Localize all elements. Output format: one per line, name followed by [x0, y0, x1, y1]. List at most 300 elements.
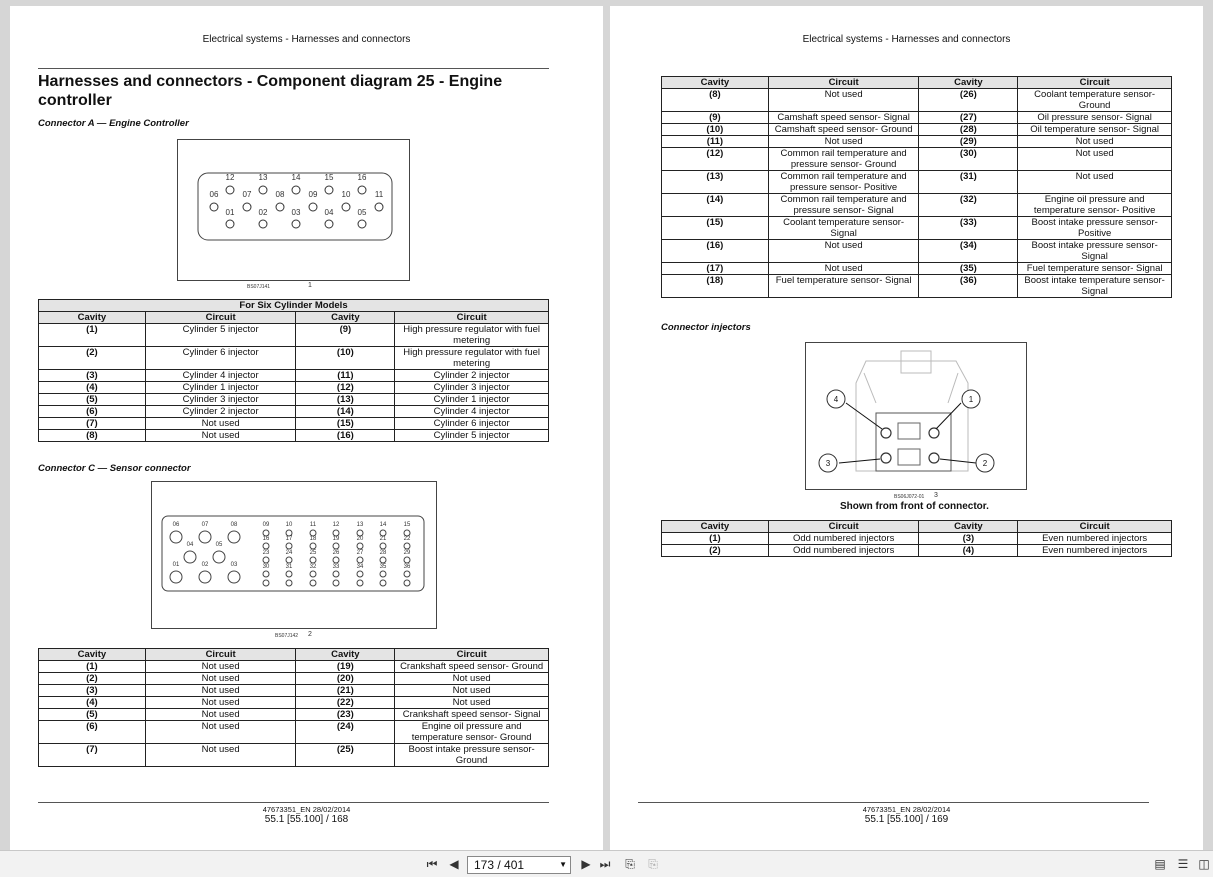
circuit-cell: Coolant temperature sensor- Signal: [768, 217, 919, 240]
circuit-cell: Not used: [145, 744, 296, 767]
pin-label: 15: [324, 173, 334, 182]
pin-label: 05: [357, 208, 367, 217]
pin-hole: [292, 220, 300, 228]
circuit-cell: Crankshaft speed sensor- Signal: [395, 709, 549, 721]
cavity-cell: (27): [919, 112, 1018, 124]
table-caption: For Six Cylinder Models: [39, 300, 549, 312]
table-row: [662, 263, 1172, 275]
circuit-cell: Fuel temperature sensor- Signal: [768, 275, 919, 298]
single-page-icon[interactable]: ▤: [1154, 857, 1166, 871]
pin-label: 25: [309, 550, 317, 556]
col-header: Circuit: [1018, 77, 1172, 89]
table-row: [662, 194, 1172, 217]
left-page: [10, 6, 603, 850]
pin-hole: [380, 580, 386, 586]
table-row: [39, 406, 549, 418]
table-row: [662, 148, 1172, 171]
cavity-cell: (5): [39, 709, 146, 721]
circuit-cell: Not used: [768, 89, 919, 112]
back-view-icon[interactable]: ⎘: [625, 857, 635, 871]
pin-label: 27: [356, 550, 364, 556]
circuit-cell: Odd numbered injectors: [768, 545, 919, 557]
cavity-cell: (12): [296, 382, 395, 394]
pin-label: 34: [356, 564, 364, 570]
pin-label: 23: [262, 550, 270, 556]
pin-hole: [228, 571, 240, 583]
table-row: [662, 275, 1172, 298]
pin-hole: [380, 557, 386, 563]
table-row: [39, 430, 549, 442]
six-cylinder-table: [38, 299, 549, 442]
circuit-cell: Not used: [145, 709, 296, 721]
cavity-cell: (14): [662, 194, 769, 217]
pin-hole: [333, 571, 339, 577]
pin-label: 12: [332, 522, 340, 528]
cavity-cell: (2): [662, 545, 769, 557]
table-row: [39, 709, 549, 721]
table-row: [39, 744, 549, 767]
cavity-cell: (5): [39, 394, 146, 406]
cavity-cell: (9): [662, 112, 769, 124]
pin-label: 20: [356, 536, 364, 542]
running-head: Electrical systems - Harnesses and connectors: [802, 34, 1011, 45]
connector-c-drawing: [152, 482, 436, 628]
pin-label: 02: [201, 562, 209, 568]
pin-hole: [226, 186, 234, 194]
cavity-cell: (2): [39, 347, 146, 370]
cavity-cell: (9): [296, 324, 395, 347]
cavity-cell: (16): [296, 430, 395, 442]
pin-hole: [357, 571, 363, 577]
circuit-cell: Common rail temperature and pressure sensor- Ground: [768, 148, 919, 171]
figure3-caption: Shown from front of connector.: [840, 501, 989, 512]
circuit-cell: Cylinder 6 injector: [395, 418, 549, 430]
col-header: Cavity: [919, 521, 1018, 533]
pin-hole: [286, 557, 292, 563]
pin-label: 07: [242, 190, 252, 199]
chevron-down-icon[interactable]: ▼: [559, 860, 567, 869]
cavity-cell: (3): [919, 533, 1018, 545]
col-header: Circuit: [145, 649, 296, 661]
cavity-cell: (16): [662, 240, 769, 263]
pin-label: 11: [309, 522, 317, 528]
cavity-cell: (24): [296, 721, 395, 744]
page-indicator: 173 / 401: [474, 858, 525, 872]
cavity-cell: (3): [39, 685, 146, 697]
pin-hole: [228, 531, 240, 543]
right-page: [610, 6, 1203, 850]
pin-label: 07: [201, 522, 209, 528]
col-header: Circuit: [768, 521, 919, 533]
pin-hole: [310, 557, 316, 563]
pin-hole: [292, 186, 300, 194]
figure3-number: 3: [934, 492, 938, 499]
cavity-cell: (20): [296, 673, 395, 685]
cavity-cell: (1): [39, 324, 146, 347]
pin-label: 36: [403, 564, 411, 570]
cavity-cell: (4): [919, 545, 1018, 557]
connector-injectors-label: Connector injectors: [661, 322, 751, 333]
pin-hole: [310, 543, 316, 549]
pin-hole: [357, 557, 363, 563]
col-header: Cavity: [662, 521, 769, 533]
pin-hole: [259, 186, 267, 194]
circuit-cell: Engine oil pressure and temperature sensor- Positive: [1018, 194, 1172, 217]
circuit-cell: Cylinder 6 injector: [145, 347, 296, 370]
pin-hole: [263, 571, 269, 577]
pin-label: 32: [309, 564, 317, 570]
table-row: [39, 418, 549, 430]
pin-hole: [375, 203, 383, 211]
circuit-cell: Even numbered injectors: [1018, 533, 1172, 545]
pin-label: 08: [230, 522, 238, 528]
pin-hole: [310, 571, 316, 577]
cavity-cell: (11): [662, 136, 769, 148]
cavity-cell: (4): [39, 697, 146, 709]
pin-label: 29: [403, 550, 411, 556]
pin-label: 10: [285, 522, 293, 528]
callout-2-label: 2: [982, 459, 988, 468]
cavity-cell: (29): [919, 136, 1018, 148]
continuous-icon[interactable]: ☰: [1177, 857, 1189, 871]
injector-connector-figure: [805, 342, 1027, 490]
circuit-cell: Not used: [145, 661, 296, 673]
table-row: [662, 533, 1172, 545]
pin-label: 09: [308, 190, 318, 199]
cavity-cell: (14): [296, 406, 395, 418]
pin-label: 14: [291, 173, 301, 182]
col-header: Cavity: [296, 649, 395, 661]
table-row: [39, 673, 549, 685]
col-header: Cavity: [39, 649, 146, 661]
footer-rule: [38, 802, 549, 803]
footer-page: 55.1 [55.100] / 169: [864, 814, 949, 825]
injector-table: [661, 520, 1172, 557]
pin-hole: [263, 580, 269, 586]
table-row: [39, 347, 549, 370]
pin-hole: [404, 580, 410, 586]
table-row: [39, 370, 549, 382]
pin-hole: [286, 580, 292, 586]
forward-view-icon[interactable]: ⎘: [648, 857, 658, 871]
cavity-cell: (30): [919, 148, 1018, 171]
circuit-cell: Cylinder 2 injector: [395, 370, 549, 382]
cavity-cell: (28): [919, 124, 1018, 136]
pin-hole: [357, 543, 363, 549]
cavity-cell: (7): [39, 418, 146, 430]
table-row: [39, 697, 549, 709]
connector-c-figure: [151, 481, 437, 629]
pin-hole: [325, 220, 333, 228]
col-header: Cavity: [39, 312, 146, 324]
cavity-cell: (19): [296, 661, 395, 673]
footer-page: 55.1 [55.100] / 168: [264, 814, 349, 825]
cavity-cell: (7): [39, 744, 146, 767]
sensor-table-2: [661, 76, 1172, 298]
connector-a-drawing: [178, 140, 409, 280]
circuit-cell: Cylinder 3 injector: [395, 382, 549, 394]
circuit-cell: Odd numbered injectors: [768, 533, 919, 545]
circuit-cell: Cylinder 4 injector: [395, 406, 549, 418]
circuit-cell: Cylinder 2 injector: [145, 406, 296, 418]
figure1-number: 1: [308, 282, 312, 289]
circuit-cell: Not used: [768, 240, 919, 263]
pin-label: 11: [374, 190, 384, 199]
circuit-cell: Oil temperature sensor- Signal: [1018, 124, 1172, 136]
circuit-cell: Cylinder 5 injector: [395, 430, 549, 442]
pin-label: 24: [285, 550, 293, 556]
next-page-icon[interactable]: ▶: [581, 857, 591, 871]
pin-label: 02: [258, 208, 268, 217]
cavity-cell: (22): [296, 697, 395, 709]
cavity-cell: (10): [662, 124, 769, 136]
pin-label: 03: [230, 562, 238, 568]
pin-hole: [184, 551, 196, 563]
sensor-table-1: [38, 648, 549, 767]
pin-hole: [358, 220, 366, 228]
circuit-cell: Boost intake pressure sensor- Signal: [1018, 240, 1172, 263]
cavity-cell: (8): [39, 430, 146, 442]
pin-label: 16: [357, 173, 367, 182]
circuit-cell: High pressure regulator with fuel metering: [395, 347, 549, 370]
cavity-cell: (3): [39, 370, 146, 382]
cavity-cell: (23): [296, 709, 395, 721]
figure2-code: BS07J142: [275, 633, 299, 639]
cavity-cell: (2): [39, 673, 146, 685]
cavity-cell: (36): [919, 275, 1018, 298]
pin-hole: [404, 543, 410, 549]
circuit-cell: Cylinder 1 injector: [145, 382, 296, 394]
pin-hole: [404, 557, 410, 563]
circuit-cell: Cylinder 5 injector: [145, 324, 296, 347]
circuit-cell: Cylinder 1 injector: [395, 394, 549, 406]
circuit-cell: Not used: [1018, 136, 1172, 148]
pin-hole: [170, 531, 182, 543]
pin-hole: [404, 571, 410, 577]
col-header: Circuit: [1018, 521, 1172, 533]
cavity-cell: (31): [919, 171, 1018, 194]
running-head: Electrical systems - Harnesses and connectors: [202, 34, 411, 45]
pin-hole: [310, 580, 316, 586]
pin-label: 33: [332, 564, 340, 570]
circuit-cell: High pressure regulator with fuel metering: [395, 324, 549, 347]
pin-hole: [263, 543, 269, 549]
circuit-cell: Not used: [395, 685, 549, 697]
pin-label: 17: [285, 536, 293, 542]
pin-label: 30: [262, 564, 270, 570]
connector-a-figure: [177, 139, 410, 281]
pin-hole: [210, 203, 218, 211]
pin-label: 01: [225, 208, 235, 217]
circuit-cell: Not used: [395, 697, 549, 709]
cavity-cell: (4): [39, 382, 146, 394]
table-row: [662, 171, 1172, 194]
footer-doc: 47673351_EN 28/02/2014: [262, 805, 351, 814]
two-page-icon[interactable]: ◫: [1198, 857, 1210, 871]
circuit-cell: Boost intake temperature sensor- Signal: [1018, 275, 1172, 298]
pin-hole: [199, 531, 211, 543]
cavity-cell: (32): [919, 194, 1018, 217]
pin-label: 18: [309, 536, 317, 542]
page-number-input[interactable]: [467, 856, 571, 874]
col-header: Cavity: [296, 312, 395, 324]
figure2-number: 2: [308, 631, 312, 638]
table-row: [39, 685, 549, 697]
table-row: [662, 89, 1172, 112]
table-row: [662, 112, 1172, 124]
pin-label: 19: [332, 536, 340, 542]
pdf-toolbar: [0, 850, 1213, 877]
circuit-cell: Not used: [1018, 148, 1172, 171]
pin-hole: [170, 571, 182, 583]
table-row: [662, 124, 1172, 136]
table-row: [662, 240, 1172, 263]
pin-label: 09: [262, 522, 270, 528]
pin-label: 05: [215, 542, 223, 548]
circuit-cell: Not used: [145, 685, 296, 697]
cavity-cell: (11): [296, 370, 395, 382]
table-row: [662, 136, 1172, 148]
col-header: Circuit: [768, 77, 919, 89]
cavity-cell: (12): [662, 148, 769, 171]
cavity-cell: (6): [39, 406, 146, 418]
col-header: Circuit: [145, 312, 296, 324]
pin-hole: [243, 203, 251, 211]
cavity-cell: (15): [662, 217, 769, 240]
cavity-cell: (6): [39, 721, 146, 744]
pin-hole: [213, 551, 225, 563]
col-header: Circuit: [395, 649, 549, 661]
cavity-cell: (18): [662, 275, 769, 298]
pin-hole: [342, 203, 350, 211]
pin-label: 31: [285, 564, 293, 570]
pin-label: 21: [379, 536, 387, 542]
table-row: [39, 324, 549, 347]
footer-rule: [638, 802, 1149, 803]
pin-hole: [259, 220, 267, 228]
pin-hole: [333, 557, 339, 563]
cavity-cell: (25): [296, 744, 395, 767]
pin-hole: [286, 571, 292, 577]
cavity-cell: (15): [296, 418, 395, 430]
circuit-cell: Engine oil pressure and temperature sensor- Ground: [395, 721, 549, 744]
circuit-cell: Cylinder 4 injector: [145, 370, 296, 382]
col-header: Cavity: [919, 77, 1018, 89]
cavity-cell: (10): [296, 347, 395, 370]
pin-hole: [286, 543, 292, 549]
table-row: [662, 545, 1172, 557]
pin-hole: [276, 203, 284, 211]
col-header: Cavity: [662, 77, 769, 89]
last-page-icon[interactable]: ⏭: [599, 857, 611, 871]
pin-hole: [333, 580, 339, 586]
circuit-cell: Common rail temperature and pressure sensor- Signal: [768, 194, 919, 217]
pin-hole: [357, 580, 363, 586]
pin-hole: [309, 203, 317, 211]
callout-4-label: 4: [833, 395, 839, 404]
pin-hole: [358, 186, 366, 194]
pin-label: 26: [332, 550, 340, 556]
circuit-cell: Not used: [145, 673, 296, 685]
circuit-cell: Crankshaft speed sensor- Ground: [395, 661, 549, 673]
circuit-cell: Not used: [1018, 171, 1172, 194]
circuit-cell: Not used: [395, 673, 549, 685]
figure1-code: BS07J141: [247, 284, 271, 290]
pin-label: 04: [186, 542, 194, 548]
prev-page-icon[interactable]: ◀: [449, 857, 459, 871]
circuit-cell: Not used: [145, 697, 296, 709]
pin-label: 14: [379, 522, 387, 528]
pin-label: 13: [258, 173, 268, 182]
cavity-cell: (17): [662, 263, 769, 275]
pin-label: 04: [324, 208, 334, 217]
circuit-cell: Not used: [145, 430, 296, 442]
connector-a-label: Connector A — Engine Controller: [38, 118, 189, 129]
pin-label: 06: [172, 522, 180, 528]
table-row: [39, 661, 549, 673]
table-row: [39, 382, 549, 394]
pin-hole: [226, 220, 234, 228]
cavity-cell: (1): [39, 661, 146, 673]
callout-1-label: 1: [968, 395, 974, 404]
circuit-cell: Cylinder 3 injector: [145, 394, 296, 406]
pin-hole: [380, 571, 386, 577]
header-rule: [38, 68, 549, 69]
pin-label: 03: [291, 208, 301, 217]
pin-label: 12: [225, 173, 235, 182]
injector-connector-drawing: [806, 343, 1026, 489]
first-page-icon[interactable]: ⏮: [426, 857, 438, 871]
circuit-cell: Camshaft speed sensor- Signal: [768, 112, 919, 124]
pin-hole: [263, 557, 269, 563]
circuit-cell: Fuel temperature sensor- Signal: [1018, 263, 1172, 275]
cavity-cell: (34): [919, 240, 1018, 263]
pin-label: 15: [403, 522, 411, 528]
pin-label: 13: [356, 522, 364, 528]
circuit-cell: Not used: [768, 136, 919, 148]
callout-3-label: 3: [825, 459, 831, 468]
pin-hole: [380, 543, 386, 549]
pin-label: 10: [341, 190, 351, 199]
circuit-cell: Not used: [768, 263, 919, 275]
circuit-cell: Not used: [145, 418, 296, 430]
connector-c-label: Connector C — Sensor connector: [38, 463, 191, 474]
pin-hole: [325, 186, 333, 194]
figure3-code: BS06J072-01: [894, 494, 925, 500]
cavity-cell: (13): [662, 171, 769, 194]
cavity-cell: (21): [296, 685, 395, 697]
cavity-cell: (26): [919, 89, 1018, 112]
col-header: Circuit: [395, 312, 549, 324]
pin-label: 06: [209, 190, 219, 199]
pin-label: 01: [172, 562, 180, 568]
cavity-cell: (1): [662, 533, 769, 545]
pin-label: 28: [379, 550, 387, 556]
circuit-cell: Common rail temperature and pressure sensor- Positive: [768, 171, 919, 194]
cavity-cell: (13): [296, 394, 395, 406]
pin-label: 08: [275, 190, 285, 199]
circuit-cell: Even numbered injectors: [1018, 545, 1172, 557]
pin-label: 16: [262, 536, 270, 542]
table-row: [39, 721, 549, 744]
pin-hole: [333, 543, 339, 549]
cavity-cell: (35): [919, 263, 1018, 275]
circuit-cell: Coolant temperature sensor- Ground: [1018, 89, 1172, 112]
table-row: [662, 217, 1172, 240]
page-title: Harnesses and connectors - Component diagram 25 - Engine controller: [38, 73, 503, 109]
footer-doc: 47673351_EN 28/02/2014: [862, 805, 951, 814]
circuit-cell: Boost intake pressure sensor- Ground: [395, 744, 549, 767]
